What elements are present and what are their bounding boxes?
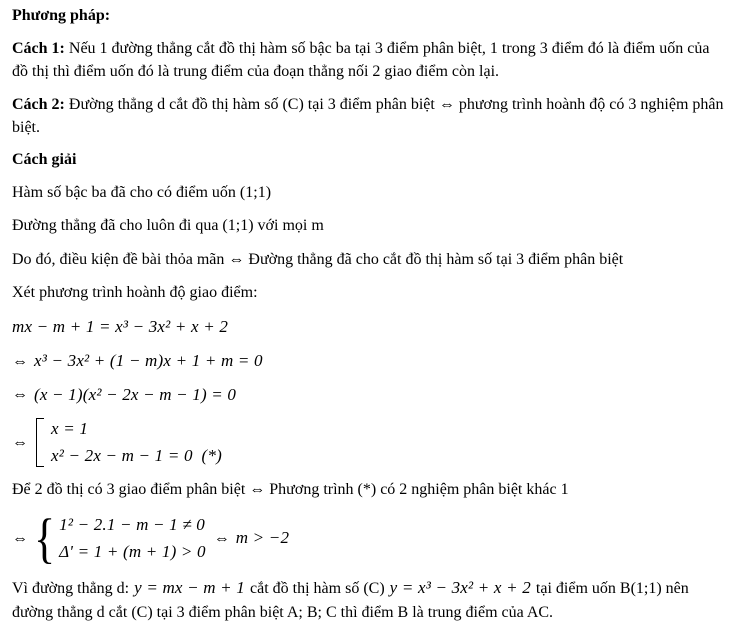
- method2-paragraph: [12, 94, 728, 139]
- conclusion-cubic-equation: y = x³ − 3x² + x + 2: [389, 578, 531, 598]
- equation-1-expr: mx − m + 1 = x³ − 3x² + x + 2: [12, 317, 229, 337]
- equation-2-expr: x³ − 3x² + (1 − m)x + 1 + m = 0: [34, 351, 263, 371]
- curly-brace-icon: {: [34, 507, 56, 569]
- condition-not-equal: 1² − 2.1 − m − 1 ≠ 0: [59, 515, 205, 535]
- method-heading: Phương pháp:: [12, 7, 111, 24]
- conclusion-text-3: tại điểm uốn B(1;1) nên đường thẳng d cắt (C) tại 3 điểm phân biệt A; B; C thì điểm B là trung điểm của AC.: [12, 580, 689, 622]
- result-m-range: m > −2: [235, 528, 290, 548]
- equivalence-arrow: ⇔: [12, 530, 28, 548]
- case-x-equals-1: x = 1: [51, 419, 89, 439]
- square-bracket-icon: [36, 418, 44, 467]
- method2-label: Cách 2:: [12, 96, 65, 114]
- brace-cases-list: [59, 512, 206, 565]
- conclusion-paragraph: [12, 575, 728, 625]
- equation-3: [12, 383, 728, 408]
- statement-condition: Do đó, điều kiện đề bài thỏa mãn ⇔ Đường thẳng đã cho cắt đồ thị hàm số tại 3 điểm phân biệt: [12, 250, 624, 268]
- conclusion-text-2: cắt đồ thị hàm số (C): [250, 580, 385, 598]
- conclusion-line-equation: y = mx − m + 1: [134, 578, 245, 598]
- solution-heading: Cách giải: [12, 150, 77, 168]
- statement-distinct-roots: Để 2 đồ thị có 3 giao điểm phân biệt ⇔ Phương trình (*) có 2 nghiệm phân biệt khác 1: [12, 481, 569, 499]
- brace-system: [12, 507, 728, 569]
- cases-list: [51, 416, 222, 469]
- equivalence-arrow: ⇔: [12, 434, 28, 452]
- statement-consider-equation: Xét phương trình hoành độ giao điểm:: [12, 284, 258, 302]
- equivalence-arrow: ⇔: [12, 352, 28, 370]
- equivalence-arrow: ⇔: [12, 386, 28, 404]
- method1-label: Cách 1:: [12, 40, 65, 57]
- case-quadratic: x² − 2x − m − 1 = 0 (*): [51, 445, 222, 465]
- equation-3-expr: (x − 1)(x² − 2x − m − 1) = 0: [34, 384, 237, 404]
- method2-text: Đường thẳng d cắt đồ thị hàm số (C) tại 3 điểm phân biệt ⇔ phương trình hoành độ có 3 nghiệm phân biệt.: [12, 96, 724, 137]
- condition-discriminant: Δ' = 1 + (m + 1) > 0: [59, 541, 206, 561]
- cases-system: [12, 416, 728, 469]
- result-group: [214, 526, 289, 551]
- method1-text: Nếu 1 đường thẳng cắt đồ thị hàm số bậc ba tại 3 điểm phân biệt, 1 trong 3 điểm đó là điểm uốn của đồ thị thì điểm uốn đó là trung điểm của đoạn thẳng nối 2 giao điểm còn lại.: [12, 40, 710, 80]
- statement-line-through-point: Đường thẳng đã cho luôn đi qua (1;1) với mọi m: [12, 217, 324, 235]
- conclusion-text-1: Vì đường thẳng d:: [12, 580, 130, 598]
- equation-1: [12, 315, 728, 340]
- equivalence-arrow: ⇔: [213, 530, 230, 548]
- statement-inflection-point: Hàm số bậc ba đã cho có điểm uốn (1;1): [12, 183, 272, 201]
- equation-2: [12, 349, 728, 374]
- method1-paragraph: [12, 38, 728, 83]
